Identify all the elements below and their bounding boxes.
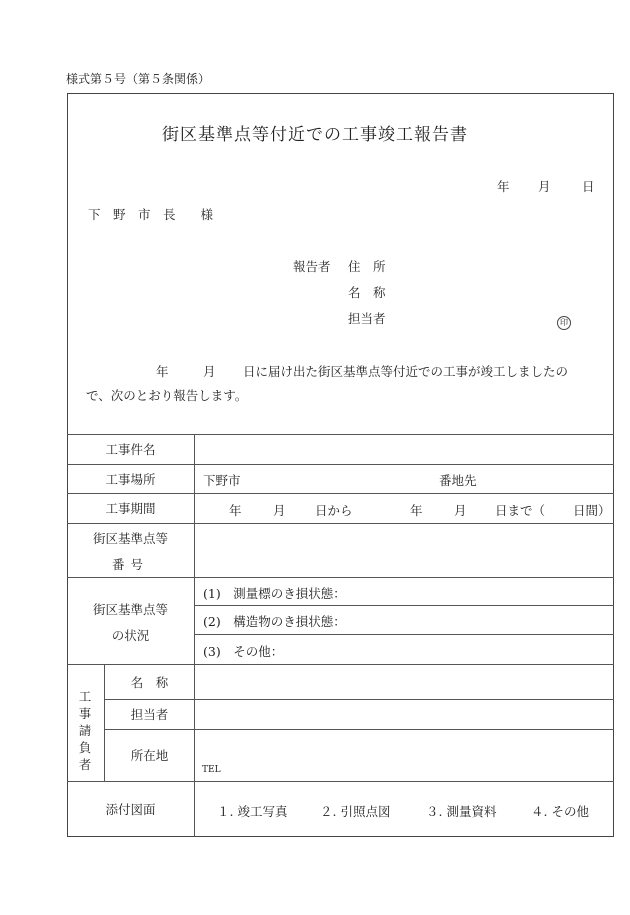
contractor-name-label: 名 称: [130, 674, 169, 690]
work-place-city: 下野市: [203, 473, 241, 488]
work-place-label: 工事場所: [105, 471, 156, 487]
status-label-line1: 街区基準点等: [92, 602, 168, 617]
reporter-address-label: 住 所: [348, 259, 386, 274]
addressee: 下 野 市 長 様: [88, 207, 214, 222]
attachments-label: 添付図面: [105, 802, 156, 817]
reporter-name-label: 名 称: [348, 285, 386, 300]
contractor-person-label: 担当者: [130, 707, 169, 722]
period-start-day: 日から: [315, 503, 353, 518]
period-end-month: 月: [454, 503, 467, 518]
work-name-field[interactable]: [195, 434, 614, 464]
body-month: 月: [203, 364, 216, 379]
body-year: 年: [156, 364, 169, 379]
period-start-month: 月: [273, 503, 286, 518]
attachment-2: ２. 引照点図: [320, 804, 391, 819]
attachment-1: １. 竣工写真: [217, 804, 288, 819]
date-day-label: 日: [582, 179, 595, 194]
period-end-year: 年: [410, 503, 423, 518]
seal-icon: 印: [557, 310, 571, 330]
status-item-3: (3) その他：: [203, 644, 284, 659]
point-number-label-line2: 番号: [111, 557, 149, 572]
contractor-label: 工事請負者: [78, 689, 92, 772]
period-end-day: 日まで（: [495, 503, 546, 518]
point-number-field[interactable]: [195, 523, 614, 577]
status-label-line2: の状況: [111, 628, 150, 643]
date-month-label: 月: [538, 179, 551, 194]
attachment-4: ４. その他: [531, 804, 589, 819]
body-text-line2: で、次のとおり報告します。: [86, 388, 248, 403]
document-title: 街区基準点等付近での工事竣工報告書: [162, 125, 468, 145]
reporter-person-label: 担当者: [348, 311, 386, 326]
status-item-1: (1) 測量標のき損状態：: [203, 586, 346, 601]
period-days: 日間）: [573, 503, 611, 518]
work-name-label: 工事件名: [105, 442, 156, 457]
contractor-location-label: 所在地: [130, 748, 169, 763]
tel-label: TEL: [202, 765, 221, 775]
point-number-label-line1: 街区基準点等: [92, 531, 168, 546]
period-start-year: 年: [229, 503, 242, 518]
work-period-label: 工事期間: [105, 501, 156, 516]
form-number: 様式第５号（第５条関係）: [66, 72, 211, 86]
status-item-2: (2) 構造物のき損状態：: [203, 614, 346, 629]
work-place-suffix: 番地先: [439, 473, 477, 488]
attachment-3: ３. 測量資料: [426, 804, 497, 819]
reporter-label: 報告者: [293, 259, 331, 274]
date-year-label: 年: [497, 179, 510, 194]
body-text-line1: 日に届け出た街区基準点等付近での工事が竣工しましたの: [243, 364, 569, 379]
